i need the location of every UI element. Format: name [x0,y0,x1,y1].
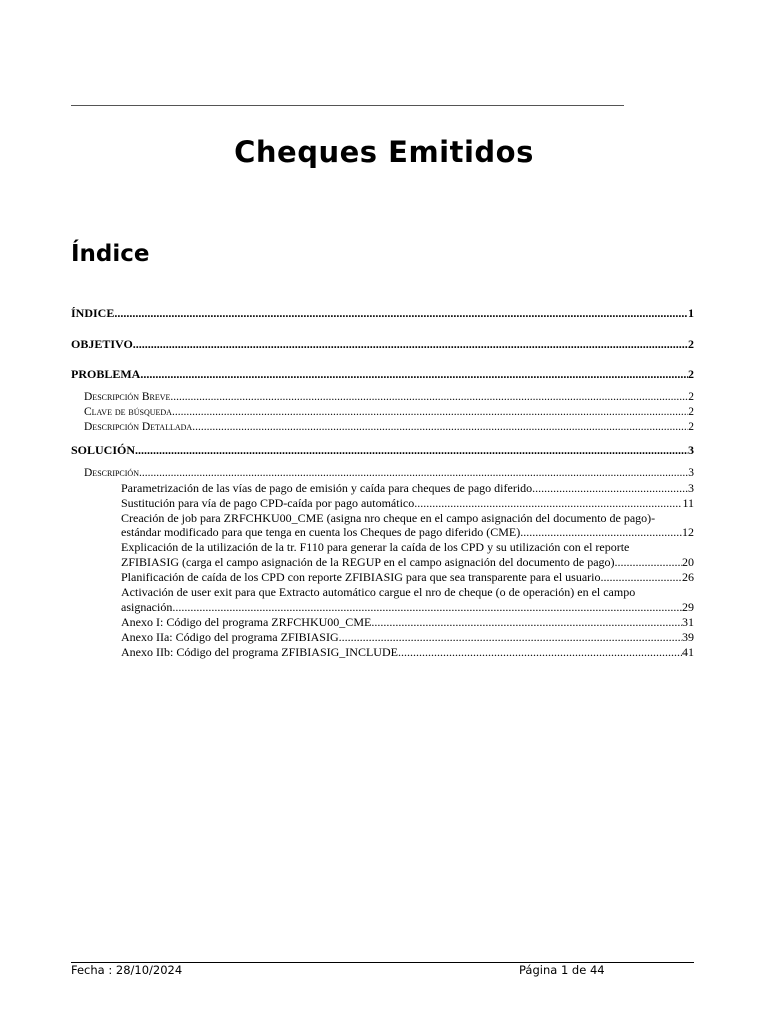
toc-label: Clave de búsqueda [84,406,172,418]
toc-label: estándar modificado para que tenga en cuenta los Cheques de pago diferido (CME) [121,525,521,539]
toc-page-number: 39 [682,630,694,644]
toc-page-number: 2 [688,421,694,433]
toc-entry-anexo-i[interactable] [121,615,694,630]
footer-page-number: Página 1 de 44 [519,963,605,977]
toc-leader [398,645,682,660]
toc-entry-sustitucion[interactable] [121,496,694,511]
toc-leader [114,306,688,321]
toc-leader [133,337,688,352]
toc-label: PROBLEMA [71,367,141,381]
toc-entry-creacion-job[interactable] [121,525,694,540]
toc-leader [192,420,688,435]
toc-leader [371,615,682,630]
toc-page-number: 41 [682,645,694,659]
toc-entry-activacion-line1[interactable] [121,585,694,600]
toc-leader [139,466,688,481]
toc-page-number: 12 [682,525,694,539]
toc-entry-creacion-job-line1[interactable] [121,511,694,526]
toc-label: ÍNDICE [71,306,115,320]
document-title: Cheques Emitidos [234,135,534,169]
toc-entry-activacion[interactable] [121,600,694,615]
toc-label: Anexo IIa: Código del programa ZFIBIASIG [121,630,339,644]
toc-label: OBJETIVO [71,337,133,351]
toc-label: Descripción Detallada [84,421,193,433]
toc-page-number: 2 [688,391,694,403]
header-rule [71,105,624,106]
toc-page-number: 20 [682,555,694,569]
toc-leader [140,367,688,382]
toc-page-number: 1 [688,306,694,320]
footer-date: Fecha : 28/10/2024 [71,963,183,977]
toc-label: Descripción Breve [84,391,171,403]
toc-page-number: 3 [688,467,694,479]
toc-entry-objetivo[interactable] [71,337,694,352]
toc-leader [170,390,688,405]
toc-leader [615,555,682,570]
toc-page-number: 26 [682,570,694,584]
toc-leader [520,525,682,540]
toc-entry-anexo-iia[interactable] [121,630,694,645]
toc-label: Planificación de caída de los CPD con reporte ZFIBIASIG para que sea transparente para el usuario [121,570,601,584]
toc-page-number: 11 [682,496,694,510]
toc-label: Explicación de la utilización de la tr. F110 para generar la caída de los CPD y su utilización con el reporte [121,540,630,554]
toc-entry-indice[interactable] [71,306,694,321]
toc-page-number: 2 [688,367,694,381]
toc-page-number: 31 [682,615,694,629]
toc-label: SOLUCIÓN [71,443,136,457]
toc-page-number: 3 [688,443,694,457]
toc-label: Creación de job para ZRFCHKU00_CME (asigna nro cheque en el campo asignación del documento de pago)- [121,511,656,525]
toc-entry-clave-busqueda[interactable] [84,405,694,420]
toc-leader [601,570,683,585]
toc-page-number: 29 [682,600,694,614]
toc-leader [414,496,682,511]
toc-leader [532,481,688,496]
toc-label: Sustitución para vía de pago CPD-caída por pago automático [121,496,415,510]
toc-leader [339,630,682,645]
toc-label: Descripción [84,467,139,479]
toc-page-number: 2 [688,337,694,351]
toc-page-number: 2 [688,406,694,418]
toc-leader [172,600,682,615]
index-heading: Índice [71,241,150,267]
toc-entry-problema[interactable] [71,367,694,382]
toc-entry-solucion[interactable] [71,443,694,458]
toc-entry-planificacion[interactable] [121,570,694,585]
toc-entry-anexo-iib[interactable] [121,645,694,660]
toc-label: asignación [121,600,173,614]
toc-entry-descripcion-breve[interactable] [84,390,694,405]
toc-entry-descripcion[interactable] [84,466,694,481]
toc-leader [172,405,688,420]
toc-label: Parametrización de las vías de pago de emisión y caída para cheques de pago diferido [121,481,533,495]
toc-label: ZFIBIASIG (carga el campo asignación de la REGUP en el campo asignación del documento de pago) [121,555,615,569]
toc-entry-descripcion-detallada[interactable] [84,420,694,435]
toc-label: Anexo IIb: Código del programa ZFIBIASIG_INCLUDE [121,645,398,659]
toc-entry-explicacion-line1[interactable] [121,540,694,555]
toc-label: Anexo I: Código del programa ZRFCHKU00_CME [121,615,372,629]
toc-label: Activación de user exit para que Extracto automático cargue el nro de cheque (o de operación) en el campo [121,585,636,599]
toc-page-number: 3 [688,481,694,495]
toc-leader [135,443,688,458]
toc-entry-explicacion[interactable] [121,555,694,570]
toc-entry-parametrizacion[interactable] [121,481,694,496]
